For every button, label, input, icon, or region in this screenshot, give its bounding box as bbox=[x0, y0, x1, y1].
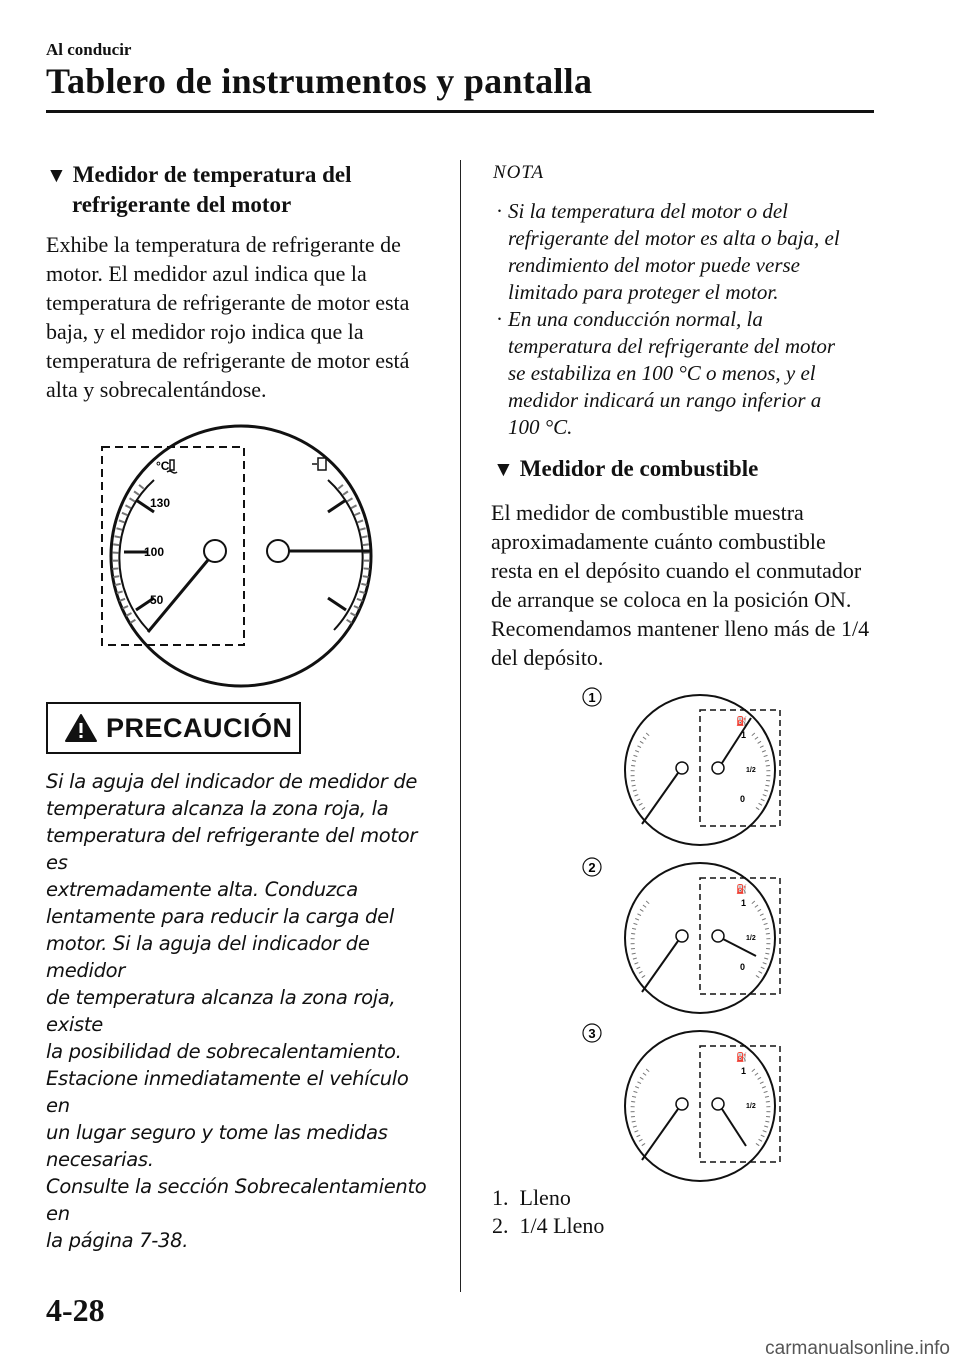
fuel-icon: ⛽ bbox=[736, 716, 748, 726]
legend-item-1: 1. Lleno bbox=[492, 1185, 571, 1210]
page-title: Tablero de instrumentos y pantalla bbox=[46, 61, 593, 101]
temp-gauge-heading: ▼ Medidor de temperatura del refrigerante del motor bbox=[46, 162, 352, 217]
bullet-dot: · bbox=[496, 307, 503, 331]
fuel-mark-full: 1 bbox=[741, 1066, 747, 1076]
fuel-mark-half: 1/2 bbox=[746, 935, 756, 942]
watermark: carmanualsonline.info bbox=[765, 1338, 950, 1359]
fuel-mark-half: 1/2 bbox=[746, 767, 756, 774]
fuel-gauge-description: El medidor de combustible muestra aproximadamente cuánto combustible resta en el depósito cuando el conmutador de arranque se coloca en la posición ON. Recomendamos mantener lleno más de 1/4 del depósito. bbox=[491, 500, 870, 670]
callout-1: 1 bbox=[588, 690, 596, 705]
fuel-mark-empty: 0 bbox=[740, 962, 746, 972]
temp-gauge-figure bbox=[96, 420, 386, 690]
nota-label: NOTA bbox=[493, 162, 545, 183]
fuel-icon: ⛽ bbox=[736, 884, 748, 894]
fuel-gauge-figure-quarter bbox=[578, 854, 788, 1014]
section-label: Al conducir bbox=[46, 40, 132, 59]
page-number: 4-28 bbox=[46, 1292, 105, 1328]
nota-bullet-2: · En una conducción normal, la temperatura del refrigerante del motor se estabiliza en 100 °C o menos, y el medidor indicará un rango inferior a 100 °C. bbox=[496, 307, 836, 439]
fuel-gauge-figure-empty bbox=[578, 1020, 788, 1182]
triangle-icon: ▼ bbox=[493, 457, 514, 481]
precaution-title: PRECAUCIÓN bbox=[106, 712, 293, 743]
fuel-pump-icon bbox=[312, 458, 326, 470]
precaution-box bbox=[46, 702, 301, 754]
fuel-gauge-heading: ▼ Medidor de combustible bbox=[493, 456, 759, 481]
temp-label-130: 130 bbox=[150, 496, 171, 510]
temp-unit-label: °C bbox=[156, 459, 170, 473]
legend-item-2: 2. 1/4 Lleno bbox=[492, 1213, 605, 1238]
title-rule bbox=[46, 110, 874, 113]
bullet-dot: · bbox=[496, 199, 503, 223]
fuel-mark-half: 1/2 bbox=[746, 1103, 756, 1110]
callout-2: 2 bbox=[588, 860, 596, 875]
triangle-icon: ▼ bbox=[46, 163, 67, 187]
nota-bullet-1: · Si la temperatura del motor o del refrigerante del motor es alta o baja, el rendimiento del motor puede verse limitado para proteger el motor. bbox=[496, 199, 840, 304]
fuel-icon: ⛽ bbox=[736, 1052, 748, 1062]
precaution-text: Si la aguja del indicador de medidor de temperatura alcanza la zona roja, la temperatura del refrigerante del motor es extremadamente alta. Conduzca lentamente para reducir la carga del motor. Si la aguja del indicador de medidor de temperatura alcanza la zona roja, existe la posibilidad de sobrecalentamiento. Estacione inmediatamente el vehículo en un lugar seguro y tome las medidas necesarias. Consulte la sección Sobrecalentamiento en la página 7-38. bbox=[46, 770, 427, 1252]
column-divider bbox=[460, 160, 461, 1292]
fuel-mark-full: 1 bbox=[741, 898, 747, 908]
fuel-mark-empty: 0 bbox=[740, 794, 746, 804]
fuel-gauge-figure-full bbox=[578, 684, 788, 846]
temp-gauge-description: Exhibe la temperatura de refrigerante de motor. El medidor azul indica que la temperatura de refrigerante de motor esta baja, y el medidor rojo indica que la temperatura de refrigerante de motor está alta y sobrecalentándose. bbox=[46, 232, 410, 402]
warning-triangle-icon bbox=[64, 713, 98, 743]
temp-label-100: 100 bbox=[144, 545, 165, 559]
fuel-mark-full: 1 bbox=[741, 730, 747, 740]
callout-3: 3 bbox=[588, 1026, 596, 1041]
temp-label-50: 50 bbox=[150, 593, 164, 607]
